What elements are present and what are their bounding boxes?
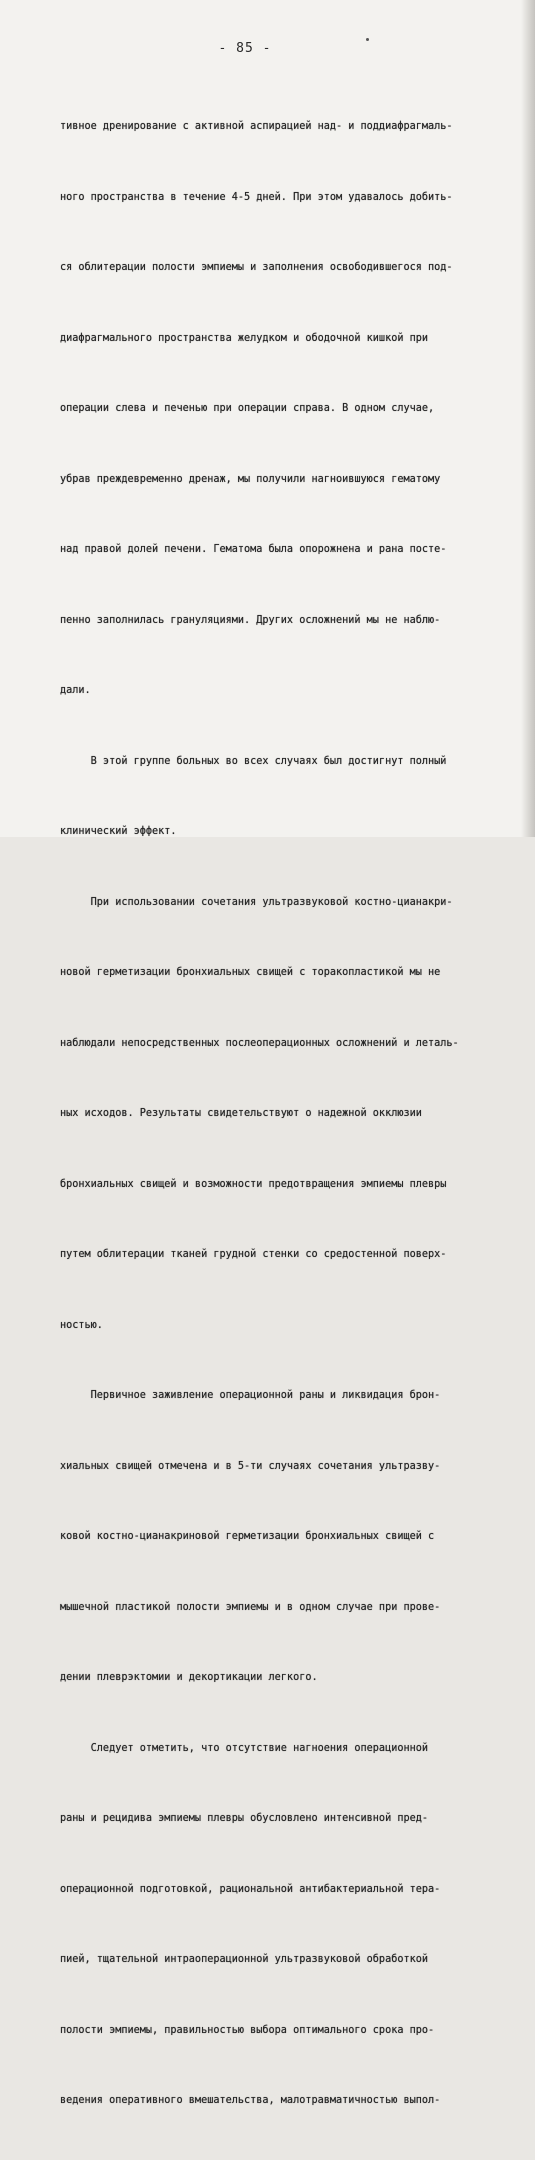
text-line: пией, тщательной интраоперационной ультразвуковой обработкой — [60, 1954, 429, 1965]
text-line: раны и рецидива эмпиемы плевры обусловлено интенсивной пред- — [60, 1813, 429, 1824]
text-line: Первичное заживление операционной раны и ликвидация брон- — [60, 1390, 441, 1401]
text-line: При использовании сочетания ультразвуковой костно-цианакри- — [60, 896, 453, 908]
text-line: операции слева и печенью при операции справа. В одном случае, — [60, 403, 435, 414]
text-line: диафрагмального пространства желудком и ободочной кишкой при — [60, 332, 429, 344]
text-line: пенно заполнилась грануляциями. Других осложнений мы не наблю- — [60, 614, 441, 626]
text-line: ковой костно-цианакриновой герметизации бронхиальных свищей с — [60, 1531, 435, 1542]
text-line: путем облитерации тканей грудной стенки со средостенной поверх- — [60, 1249, 447, 1260]
text-line: ся облитерации полости эмпиемы и заполнения освободившегося под- — [60, 262, 453, 273]
text-line: убрав преждевременно дренаж, мы получили нагноившуюся гематому — [60, 473, 441, 485]
body-text — [60, 68, 492, 2160]
text-line: наблюдали непосредственных послеоперационных осложнений и леталь- — [60, 1037, 459, 1049]
text-line: ного пространства в течение 4-5 дней. При этом удавалось добить- — [60, 191, 453, 203]
text-line: Следует отметить, что отсутствие нагноения операционной — [60, 1742, 429, 1754]
text-line: операционной подготовкой, рациональной антибактериальной тера- — [60, 1883, 441, 1895]
text-line: ведения оперативного вмешательства, малотравматичностью выпол- — [60, 2095, 441, 2106]
text-line: дали. — [60, 685, 91, 696]
text-line: полости эмпиемы, правильностью выбора оптимального срока про- — [60, 2024, 435, 2036]
text-line: над правой долей печени. Гематома была опорожнена и рана посте- — [60, 544, 447, 555]
page-number: - 85 - — [218, 41, 272, 56]
text-line: бронхиальных свищей и возможности предотвращения эмпиемы плевры — [60, 1178, 447, 1190]
text-line: дении плеврэктомии и декортикации легкого. — [60, 1672, 318, 1683]
page-edge-shadow — [521, 0, 535, 837]
text-line: тивное дренирование с активной аспирацией над- и поддиафрагмаль- — [60, 121, 453, 132]
text-line: клинический эффект. — [60, 826, 177, 837]
text-line: мышечной пластикой полости эмпиемы и в одном случае при прове- — [60, 1601, 441, 1613]
text-line: ных исходов. Результаты свидетельствуют о надежной окклюзии — [60, 1108, 422, 1119]
text-line: новой герметизации бронхиальных свищей с торакопластикой мы не — [60, 967, 441, 978]
text-line: В этой группе больных во всех случаях был достигнут полный — [60, 755, 447, 767]
text-line: ностью. — [60, 1319, 103, 1331]
text-line: хиальных свищей отмечена и в 5-ти случаях сочетания ультразву- — [60, 1460, 441, 1472]
